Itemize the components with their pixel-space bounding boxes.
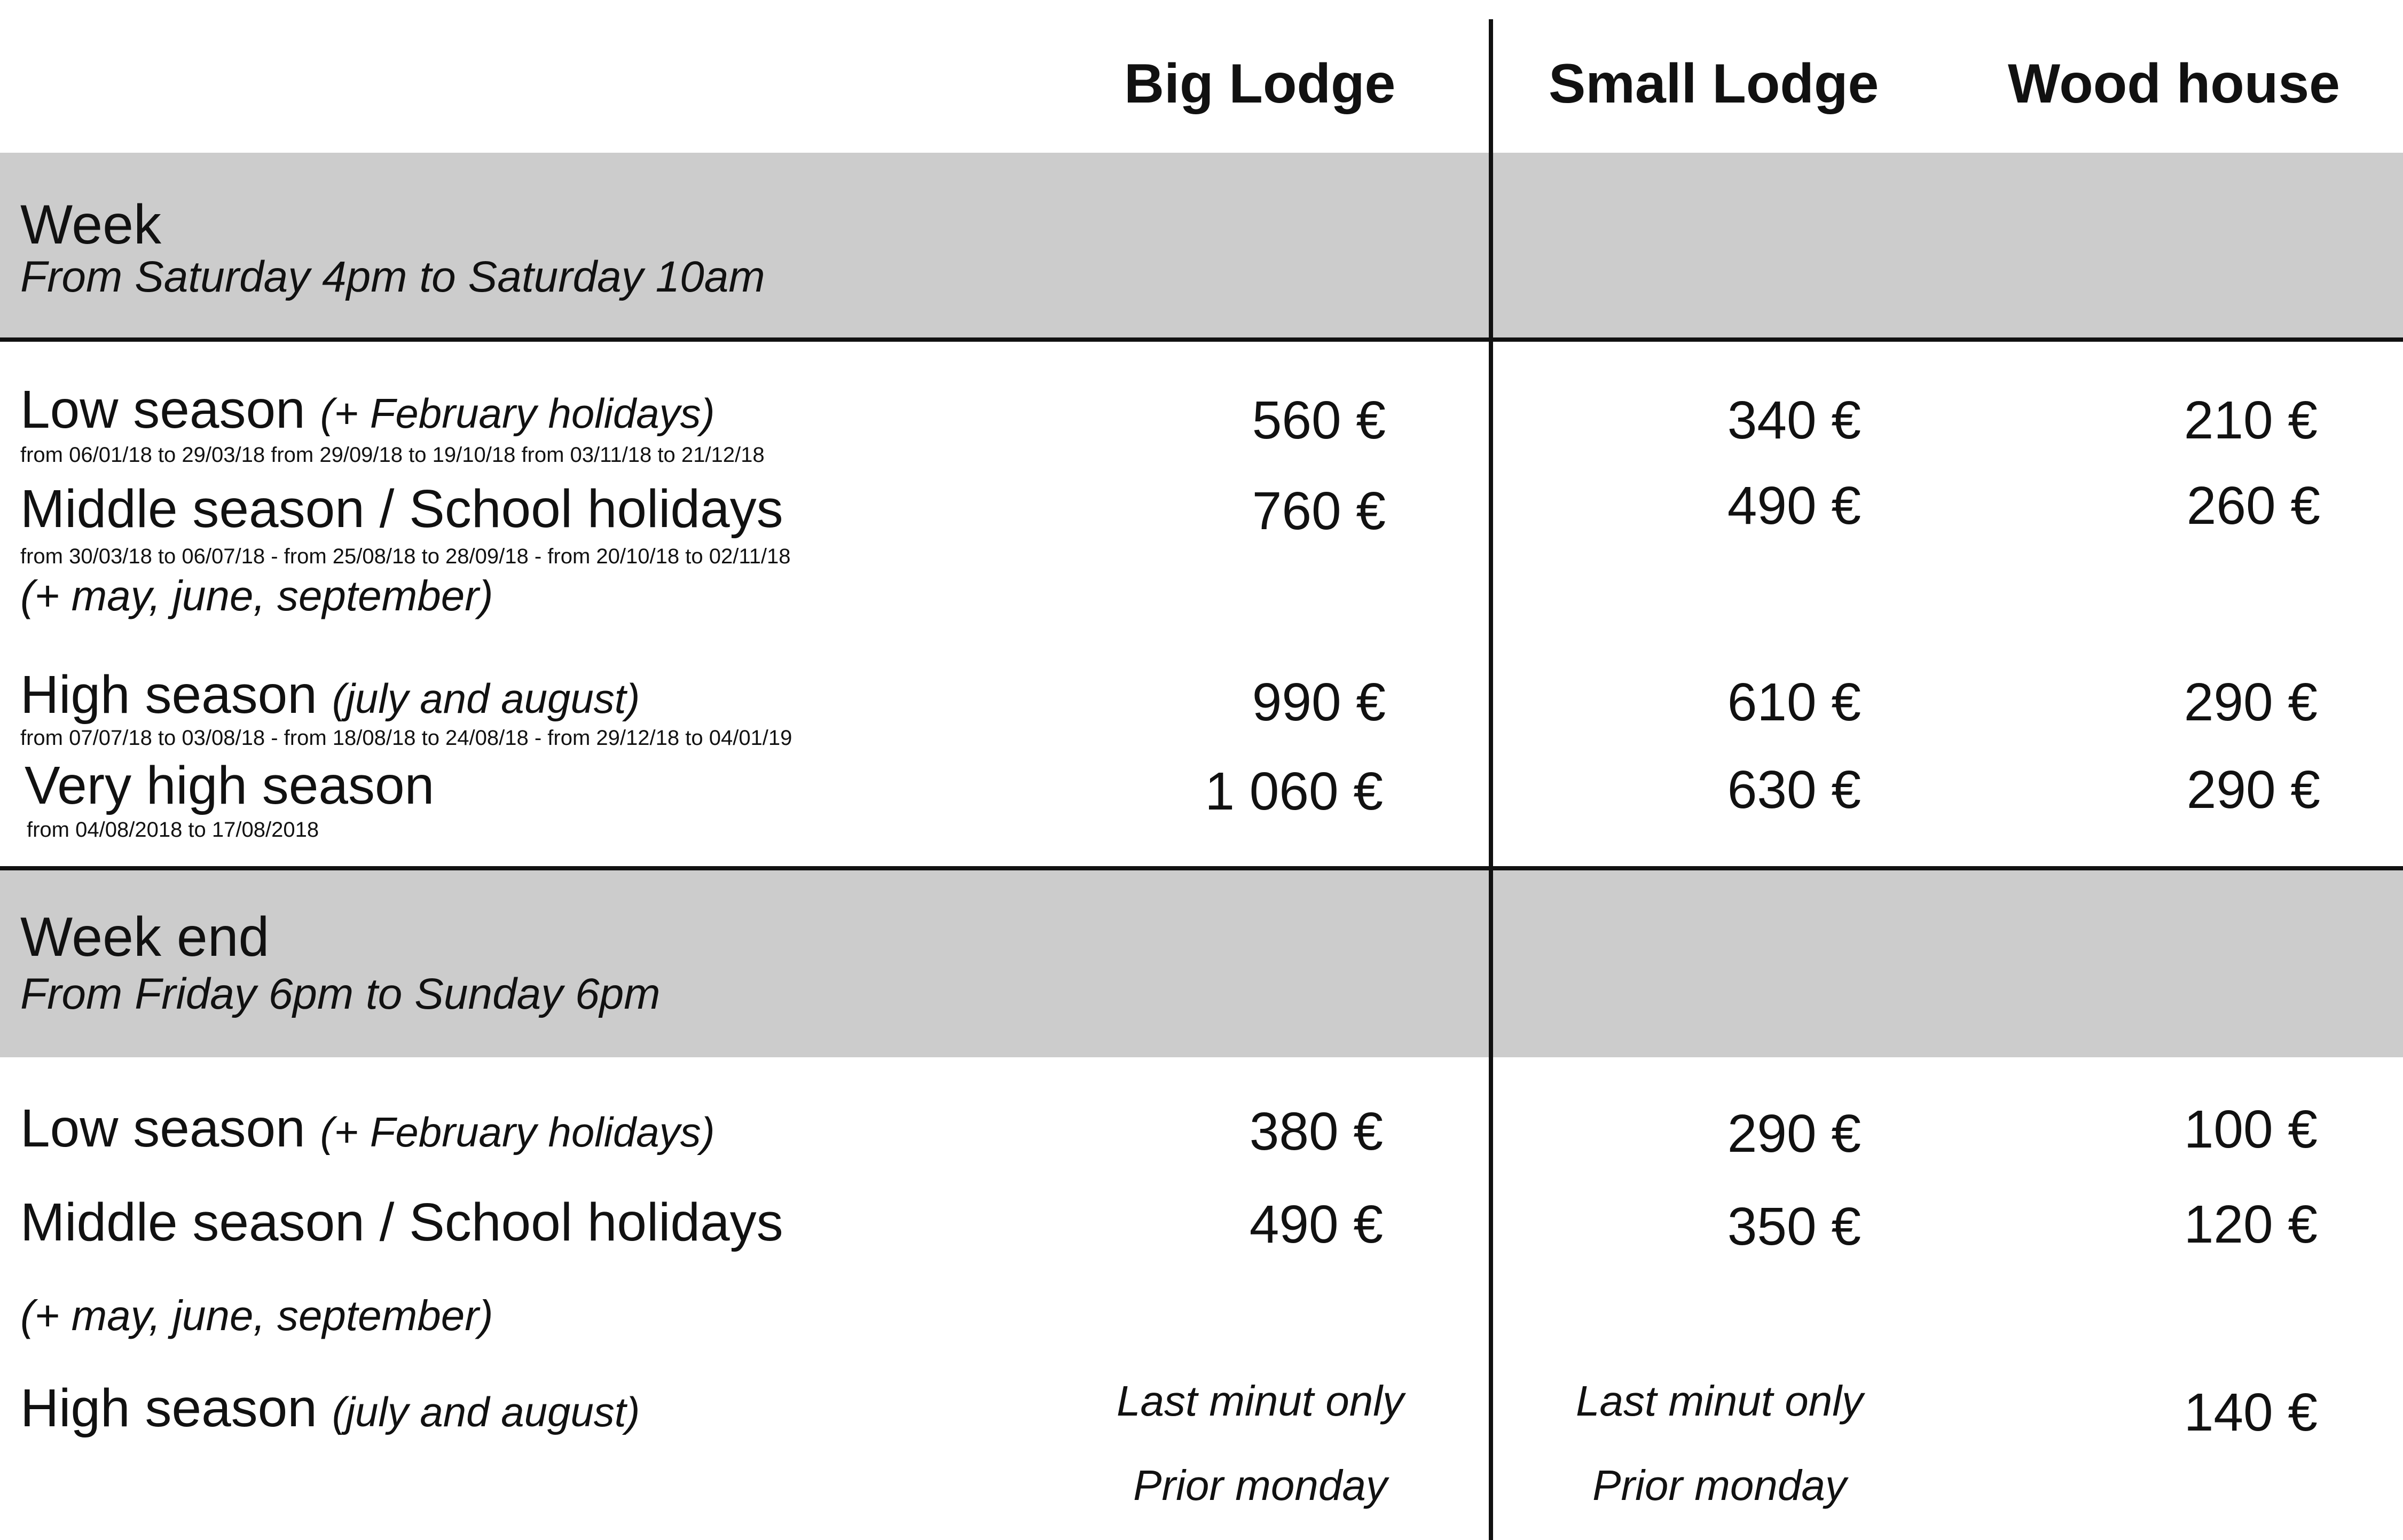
week-subtitle: From Saturday 4pm to Saturday 10am (20, 253, 765, 301)
weekend-middle-small-lodge-price: 350 € (1727, 1197, 1861, 1256)
weekend-low-season-note: (+ February holidays) (320, 1109, 715, 1156)
column-divider (1489, 19, 1493, 1540)
week-middle-small-lodge-price: 490 € (1727, 476, 1861, 536)
week-very-high-season-dates: from 04/08/2018 to 17/08/2018 (27, 818, 319, 842)
week-low-season-name: Low season (20, 380, 305, 439)
week-low-wood-house-price: 210 € (2184, 390, 2318, 450)
weekend-high-big-lodge-last-minute: Last minut only (1116, 1377, 1404, 1425)
weekend-low-wood-house-price: 100 € (2184, 1099, 2318, 1159)
week-middle-season-label: Middle season / School holidays (20, 479, 783, 539)
week-divider (0, 337, 2403, 342)
weekend-title: Week end (20, 906, 270, 968)
weekend-middle-big-lodge-price: 490 € (1249, 1195, 1383, 1254)
column-header-wood-house: Wood house (2008, 53, 2341, 115)
weekend-divider (0, 866, 2403, 870)
week-high-season-label (20, 664, 640, 726)
week-very-high-season-label: Very high season (25, 756, 435, 815)
week-low-season-dates: from 06/01/18 to 29/03/18 from 29/09/18 to 19/10/18 from 03/11/18 to 21/12/18 (20, 443, 765, 467)
week-low-big-lodge-price: 560 € (1252, 390, 1386, 450)
weekend-low-season-name: Low season (20, 1098, 305, 1158)
week-very-high-small-lodge-price: 630 € (1727, 760, 1861, 820)
weekend-low-small-lodge-price: 290 € (1727, 1104, 1861, 1164)
week-high-small-lodge-price: 610 € (1727, 672, 1861, 732)
weekend-high-big-lodge-prior-monday: Prior monday (1133, 1462, 1387, 1509)
week-very-high-wood-house-price: 290 € (2186, 760, 2320, 820)
week-middle-season-dates: from 30/03/18 to 06/07/18 - from 25/08/18 to 28/09/18 - from 20/10/18 to 02/11/18 (20, 545, 791, 568)
week-middle-big-lodge-price: 760 € (1252, 481, 1386, 541)
week-high-season-dates: from 07/07/18 to 03/08/18 - from 18/08/18 to 24/08/18 - from 29/12/18 to 04/01/19 (20, 726, 792, 750)
weekend-section-band (0, 870, 2403, 1057)
weekend-subtitle: From Friday 6pm to Sunday 6pm (20, 970, 661, 1018)
weekend-high-season-label (20, 1378, 640, 1439)
weekend-high-season-name: High season (20, 1378, 317, 1438)
week-very-high-big-lodge-price: 1 060 € (1205, 761, 1383, 821)
week-section-band (0, 153, 2403, 339)
week-high-wood-house-price: 290 € (2184, 672, 2318, 732)
weekend-low-big-lodge-price: 380 € (1249, 1102, 1383, 1161)
week-middle-season-extra: (+ may, june, september) (20, 572, 493, 619)
week-low-season-note: (+ February holidays) (320, 390, 715, 437)
weekend-middle-wood-house-price: 120 € (2184, 1195, 2318, 1254)
weekend-high-small-lodge-last-minute: Last minut only (1575, 1377, 1864, 1425)
weekend-middle-season-label: Middle season / School holidays (20, 1192, 783, 1252)
column-header-big-lodge: Big Lodge (1124, 53, 1396, 115)
week-low-season-label (20, 379, 715, 441)
week-high-big-lodge-price: 990 € (1252, 672, 1386, 732)
weekend-high-season-note: (july and august) (332, 1388, 640, 1435)
weekend-middle-season-extra: (+ may, june, september) (20, 1292, 493, 1339)
week-title: Week (20, 194, 161, 256)
weekend-high-small-lodge-prior-monday: Prior monday (1592, 1462, 1847, 1509)
week-high-season-name: High season (20, 665, 317, 725)
week-low-small-lodge-price: 340 € (1727, 390, 1861, 450)
weekend-high-wood-house-price: 140 € (2184, 1382, 2318, 1442)
week-middle-wood-house-price: 260 € (2186, 476, 2320, 536)
weekend-low-season-label (20, 1098, 715, 1159)
week-high-season-note: (july and august) (332, 675, 640, 722)
column-header-small-lodge: Small Lodge (1549, 53, 1879, 115)
